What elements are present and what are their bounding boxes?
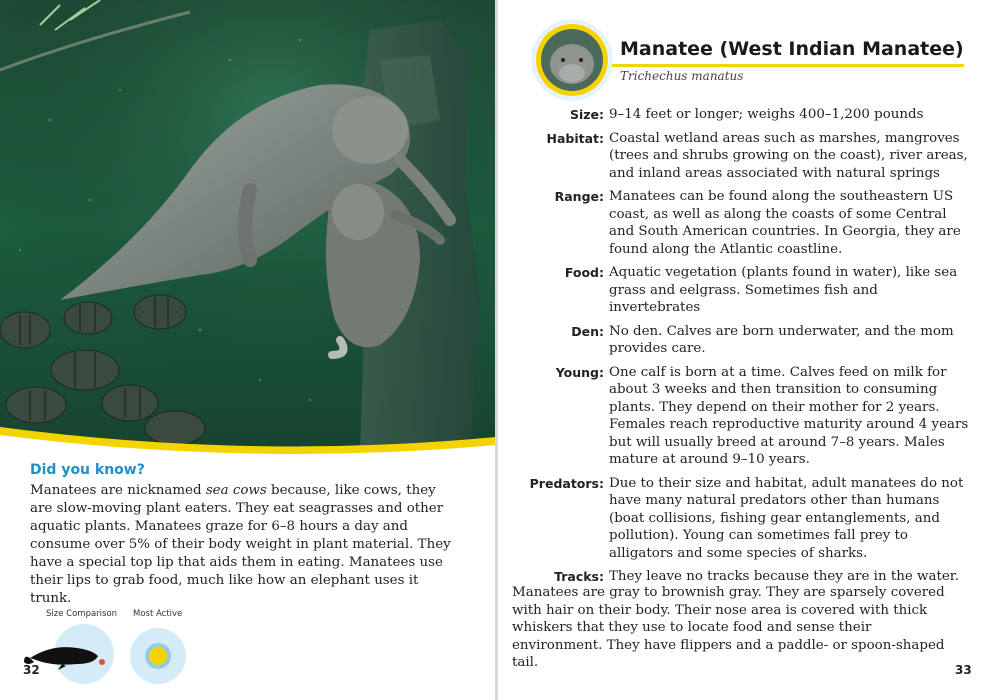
fact-value: 9–14 feet or longer; weighs 400–1,200 pounds	[609, 107, 924, 122]
fact-row	[510, 364, 970, 469]
sun-icon	[128, 626, 188, 686]
size-comparison-label: Size Comparison	[46, 609, 118, 619]
manatee-portrait-badge	[530, 18, 614, 102]
fact-label: Habitat:	[546, 130, 604, 146]
page-number-right: 33	[955, 663, 972, 677]
most-active-label: Most Active	[133, 609, 183, 619]
title-underline	[612, 64, 964, 67]
fact-label: Predators:	[529, 475, 604, 491]
did-you-know-text: Manatees are nicknamed sea cows because, like cows, they are slow-moving plant eaters. They eat seagrasses and other aquatic plants. Manatees graze for 6–8 hours a day and consume over 5% of their body weight in plant material. They have a special top lip that aids them in eating. Manatees use their lips to grab food, much like how an elephant uses it trunk.	[30, 483, 451, 606]
fact-label: Den:	[571, 323, 604, 339]
scientific-name: Trichechus manatus	[620, 69, 744, 83]
fact-value: They leave no tracks because they are in the water.	[609, 569, 959, 584]
fact-label: Young:	[555, 364, 604, 380]
fact-value: No den. Calves are born underwater, and the mom provides care.	[609, 323, 954, 356]
fact-row	[510, 323, 970, 358]
fact-label: Food:	[564, 265, 604, 280]
fact-row	[510, 568, 970, 586]
species-title: Manatee (West Indian Manatee)	[620, 38, 964, 60]
fact-row	[510, 188, 970, 258]
fact-value: Manatees can be found along the southeastern US coast, as well as along the coasts of some Central and South American countries. In Georgia, they are found along the Atlantic coastline.	[609, 189, 961, 257]
manatee-photo	[0, 0, 496, 455]
book-gutter	[495, 0, 498, 700]
species-description: Manatees are gray to brownish gray. They are sparsely covered with hair on their body. Their nose area is covered with thick whiskers that they use to locate food and sense their environment. They have flippers and a paddle- or spoon-shaped tail.	[512, 585, 945, 670]
fact-list	[510, 106, 970, 592]
fact-row	[510, 130, 970, 183]
fact-value: Coastal wetland areas such as marshes, mangroves (trees and shrubs growing on the coast), river areas, and inland areas associated with natural springs	[609, 130, 968, 181]
fact-row	[510, 264, 970, 317]
fact-row	[510, 106, 970, 124]
fact-row	[510, 475, 970, 563]
did-you-know-title: Did you know?	[30, 462, 145, 478]
fact-value: Aquatic vegetation (plants found in water), like sea grass and eelgrass. Sometimes fish and invertebrates	[609, 265, 958, 315]
fact-label: Range:	[554, 189, 604, 204]
left-page	[0, 0, 496, 700]
fact-label: Tracks:	[554, 569, 604, 584]
fact-value: Due to their size and habitat, adult manatees do not have many natural predators other than humans (boat collisions, fishing gear entanglements, and pollution). Young can sometimes fall prey to alligators and some species of sharks.	[609, 475, 964, 561]
fact-label: Size:	[569, 107, 604, 122]
yellow-swoosh	[0, 405, 496, 465]
page-number-left: 32	[23, 663, 40, 677]
fact-value: One calf is born at a time. Calves feed on milk for about 3 weeks and then transition to consuming plants. They depend on their mother for 2 years. Females reach reproductive maturity around 4 years but will usually breed at around 7–8 years. Males mature at around 9–10 years.	[609, 364, 969, 467]
